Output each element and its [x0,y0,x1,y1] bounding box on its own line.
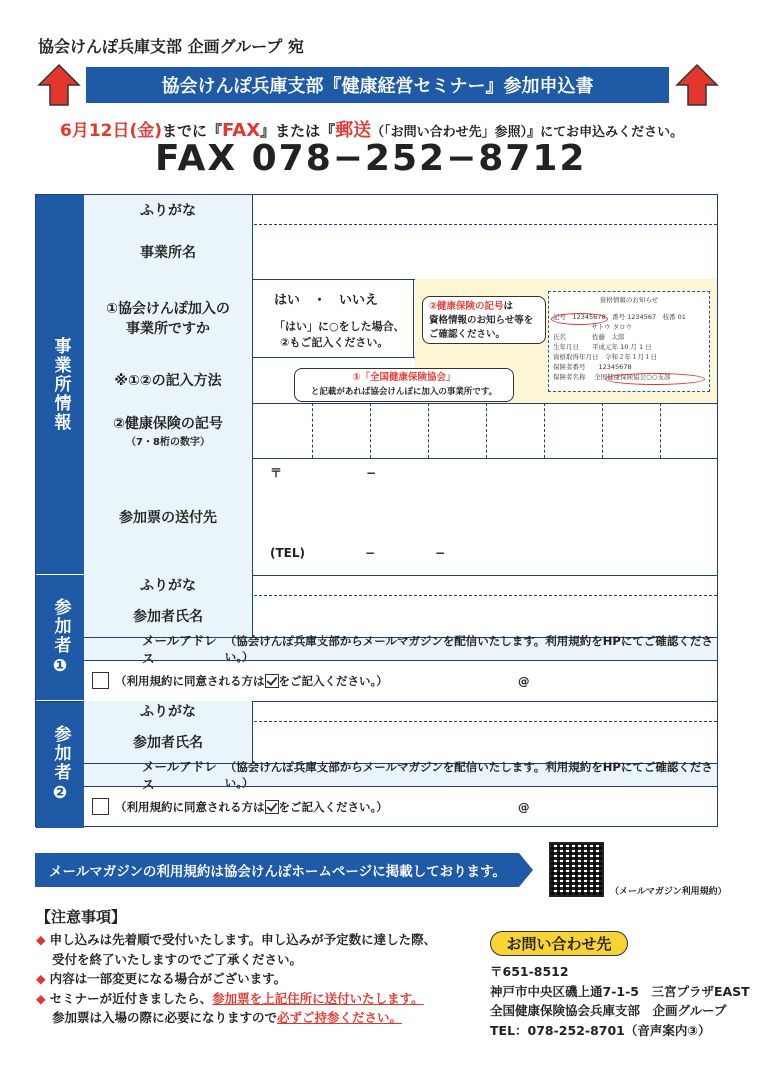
contact-badge: お問い合わせ先 [490,931,628,956]
address-field[interactable] [254,458,717,575]
p2-consent-checkbox[interactable] [92,798,109,815]
form-title: 協会けんぽ兵庫支部『健康経営セミナー』参加申込書 [86,67,669,103]
tel-field: (TEL) − − [270,546,446,560]
symbol-highlight [551,313,608,325]
qr-code-icon[interactable] [549,842,604,897]
section-p2-label: 参加者 [50,724,71,782]
application-form [35,194,718,827]
furigana-label: ふりがな [84,195,253,224]
contact-zip: 〒651-8512 [490,964,569,979]
p2-furigana-label: ふりがな [84,701,253,721]
section-business-info [36,195,84,575]
postal-code: 〒 − [270,466,377,480]
mail-magazine-note: メールマガジンの利用規約は協会けんぽホームページに掲載しております。 [35,853,519,887]
office-name-field[interactable] [254,224,717,279]
sample-qualification-card: 資格情報のお知らせ 記号 12345678 番号 1234567 枝番 01 サトウ タロウ 氏名 佐藤 太郎 生年月日 平成元年 10 月 1 日 資格取得年月日 令和２年１月１日 保険者番号 12345678 保険者名称 全国健康保険協会○○支部 [548,291,710,392]
contact-info [490,962,750,1040]
address-label: 参加票の送付先 [84,458,253,575]
section-p1-label: 参加者 [50,597,71,655]
q1-yes-no[interactable]: はい ・ いいえ [274,293,379,308]
deadline-or: 』または『 [260,122,336,140]
section-p2-number: ❷ [52,782,68,803]
callout-howto: ①「全国健康保険協会」 と記載があれば協会けんぽに加入の事業所です。 [294,368,514,402]
p1-email-field[interactable] [392,666,709,696]
p1-mail-row: （利用規約に同意される方は をご記入ください。） @ [92,660,717,701]
deadline-fax: FAX [222,120,261,141]
section-business-label: 事業所情報 [50,337,71,432]
howto-label: ※①②の記入方法 [84,357,253,403]
notes-title: 【注意事項】 [36,908,127,926]
p1-name-label: 参加者氏名 [84,595,253,637]
office-name-label: 事業所名 [84,224,253,279]
note-1-cont: 受付を終了いたしますのでご了承ください。 [52,951,303,967]
q1-label: ①協会けんぽ加入の 事業所ですか [84,279,253,357]
arrow-up-icon [37,63,81,107]
fax-number: FAX 078−252−8712 [155,138,587,179]
p2-email-field[interactable] [392,792,709,822]
check-mark-icon [265,674,279,688]
q1-answer-cell [254,279,414,357]
note-3-cont: 参加票は入場の際に必要になりますので [52,1010,278,1025]
p2-name-field[interactable] [254,721,717,763]
contact-tel: TEL：078-252-8701（音声案内③） [490,1022,711,1038]
deadline-rest: （「お問い合わせ先」参照）』にてお申込みください。 [371,125,684,140]
p2-at-sign: @ [518,799,530,814]
addressee: 協会けんぽ兵庫支部 企画グループ 宛 [38,37,304,56]
q2-label: ②健康保険の記号 （7・8桁の数字） [84,403,253,458]
section-p1-number: ❶ [52,655,68,676]
note-3: セミナーが近付きましたら、 [49,990,213,1006]
p2-mail-header: メールアドレス （協会けんぽ兵庫支部からメールマガジンを配信いたします。利用規約をHPにてご確認ください。） [84,764,717,786]
section-participant-2 [36,701,84,828]
p1-furigana-field[interactable] [254,575,717,595]
p2-mail-row: （利用規約に同意される方は をご記入ください。） @ [92,786,717,827]
p2-name-label: 参加者氏名 [84,721,253,763]
notes-list: ◆ 申し込みは先着順で受付いたします。申し込みが予定数に達した際、 受付を終了いたしますのでご了承ください。 ◆ 内容は一部変更になる場合がございます。 ◆ セミナーが近付きましたら、参加票を上記住所に送付いたします。 参加票は入場の際に必要になりますので必ずご持参ください。 [36,932,437,1025]
note-1: 申し込みは先着順で受付いたします。申し込みが予定数に達した際、 [49,932,437,947]
p2-furigana-field[interactable] [254,701,717,721]
callout-symbol-note: ②健康保険の記号は 資格情報のお知らせ等を ご確認ください。 [422,296,546,344]
contact-org: 全国健康保険協会兵庫支部 企画グループ [490,1003,727,1018]
note-3-cont-emph: 必ずご持参ください。 [277,1010,403,1025]
insurer-highlight [605,373,705,385]
p1-at-sign: @ [518,673,530,688]
deadline-mail: 郵送 [335,120,372,141]
note-arrow-icon [519,853,533,887]
arrow-up-icon [675,63,719,107]
qr-caption: （メールマガジン利用規約） [610,887,727,897]
check-mark-icon [265,800,279,814]
p1-name-field[interactable] [254,595,717,637]
contact-address: 神戸市中央区磯上通7-1-5 三宮プラザEAST [490,983,750,999]
deadline-mid: までに『 [162,122,223,140]
p1-consent-checkbox[interactable] [92,672,109,689]
furigana-office-field[interactable] [254,195,717,224]
note-3-emph: 参加票を上記住所に送付いたします。 [212,990,424,1006]
deadline-date: 6月12日(金) [60,121,163,141]
p1-furigana-label: ふりがな [84,575,253,595]
p1-mail-header: メールアドレス （協会けんぽ兵庫支部からメールマガジンを配信いたします。利用規約をHPにてご確認ください。） [84,638,717,660]
q1-note: 「はい」に○をした場合、 ②もご記入ください。 [274,320,405,349]
note-2: 内容は一部変更になる場合がございます。 [49,971,287,986]
section-participant-1 [36,575,84,701]
